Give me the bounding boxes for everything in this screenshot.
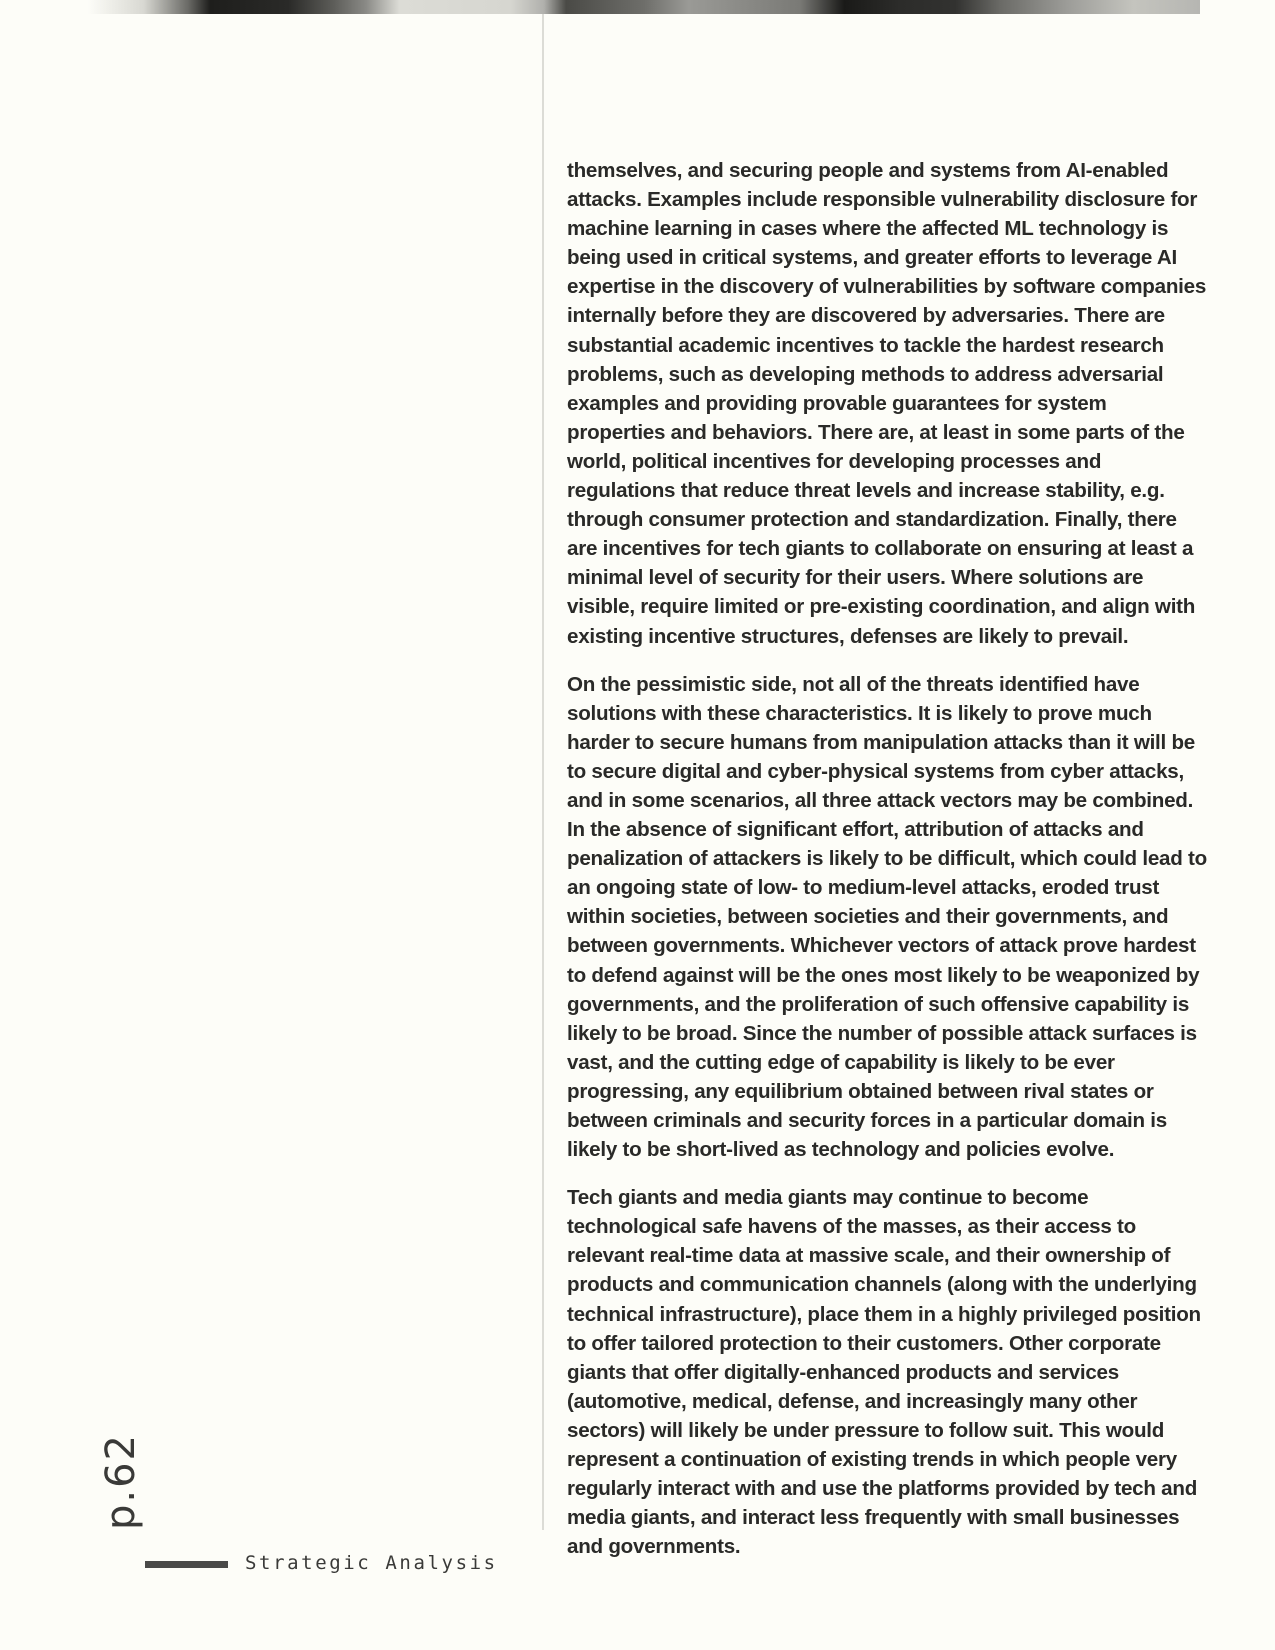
paragraph: Tech giants and media giants may continue to become technological safe havens of the masses, as their access to relevant real-time data at massive scale, and their ownership of products and communication channels (along with the underlying technical infrastructure), place them in a highly privileged position to offer tailored protection to their customers. Other corporate giants that offer digitally-enhanced products and services (automotive, medical, defense, and increasingly many other sectors) will likely be under pressure to follow suit. This would represent a continuation of existing trends in which people very regularly interact with and use the platforms provided by tech and media giants, and interact less frequently with small businesses and governments.	[567, 1186, 1201, 1559]
paragraph: On the pessimistic side, not all of the threats identified have solutions with these characteristics. It is likely to prove much harder to secure humans from manipulation attacks than it will be to secure digital and cyber-physical systems from cyber attacks, and in some scenarios, all three attack vectors may be combined. In the absence of significant effort, attribution of attacks and penalization of attackers is likely to be difficult, which could lead to an ongoing state of low- to medium-level attacks, eroded trust within societies, between societies and their governments, and between governments. Whichever vectors of attack prove hardest to defend against will be the ones most likely to be weaponized by governments, and the proliferation of such offensive capability is likely to be broad. Since the number of possible attack surfaces is vast, and the cutting edge of capability is likely to be ever progressing, any equilibrium obtained between rival states or between criminals and security forces in a particular domain is likely to be short-lived as technology and policies evolve.	[567, 672, 1207, 1162]
column-divider	[542, 14, 544, 1530]
page-number-label: p.62	[98, 1432, 144, 1530]
paragraph: themselves, and securing people and systems from AI-enabled attacks. Examples include responsible vulnerability disclosure for machine learning in cases where the affected ML technology is being used in critical systems, and greater efforts to leverage AI expertise in the discovery of vulnerabilities by software companies internally before they are discovered by adversaries. There are substantial academic incentives to tackle the hardest research problems, such as developing methods to address adversarial examples and providing provable guarantees for system properties and behaviors. There are, at least in some parts of the world, political incentives for developing processes and regulations that reduce threat levels and increase stability, e.g. through consumer protection and standardization. Finally, there are incentives for tech giants to collaborate on ensuring at least a minimal level of security for their users. Where solutions are visible, require limited or pre-existing coordination, and align with existing incentive structures, defenses are likely to prevail.	[567, 159, 1207, 648]
body-text-column	[567, 156, 1207, 1580]
header-gradient-bar	[88, 0, 1200, 14]
footer-rule	[145, 1561, 228, 1568]
section-label: Strategic Analysis	[245, 1552, 498, 1574]
